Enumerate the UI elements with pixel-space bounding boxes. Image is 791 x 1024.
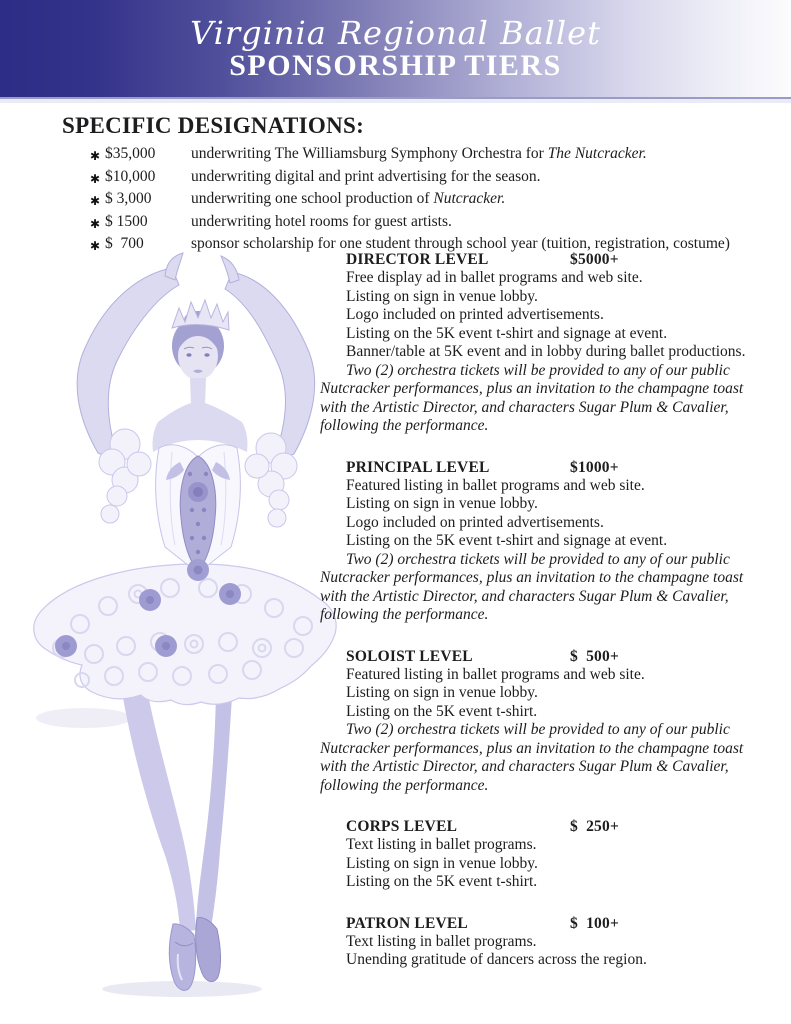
- designation-item: [90, 190, 777, 211]
- designation-description: [191, 190, 777, 211]
- tier-benefit: Listing on sign in venue lobby.: [346, 854, 538, 872]
- tier-benefit: Listing on the 5K event t-shirt and signage at event.: [346, 324, 668, 342]
- tier-benefit: Banner/table at 5K event and in lobby during ballet productions.: [346, 343, 746, 360]
- header-banner: [0, 0, 791, 99]
- tier-benefit: Listing on the 5K event t-shirt and signage at event.: [346, 532, 668, 549]
- tier-name: DIRECTOR LEVEL: [346, 251, 489, 268]
- tier-name: PATRON LEVEL: [346, 914, 468, 932]
- tier-benefit: Text listing in ballet programs.: [346, 932, 537, 950]
- tier-section-director: [320, 250, 766, 436]
- tier-amount: $ 500+: [570, 647, 619, 665]
- designation-amount: $ 1500: [105, 212, 148, 230]
- designation-item: [90, 168, 777, 189]
- tier-benefit: Featured listing in ballet programs and web site.: [346, 476, 645, 494]
- star-bullet-icon: ✱: [90, 239, 101, 253]
- tier-benefit: Text listing in ballet programs.: [346, 836, 537, 853]
- designation-text: underwriting The Williamsburg Symphony Orchestra for: [191, 145, 548, 162]
- designation-amount: $35,000: [105, 145, 156, 162]
- tier-amount: $5000+: [570, 251, 619, 268]
- designation-item: [90, 213, 777, 234]
- designation-item: [90, 145, 777, 166]
- tier-header: [346, 458, 766, 477]
- star-bullet-icon: ✱: [90, 216, 101, 231]
- tier-name: PRINCIPAL LEVEL: [346, 458, 490, 476]
- tier-benefit: Listing on sign in venue lobby.: [346, 287, 538, 305]
- designation-amount: $10,000: [105, 167, 156, 185]
- tier-section-principal: [320, 458, 766, 625]
- designation-italic: Nutcracker.: [433, 190, 506, 207]
- tier-ticket-note: Two (2) orchestra tickets will be provided to any of our public Nutcracker performances, plus an invitation to the champagne toast with the Artistic Director, and characters Sugar Plum & Cavalier, following the performance.: [320, 361, 744, 434]
- tier-benefit: Logo included on printed advertisements.: [346, 306, 604, 323]
- tier-amount: $ 100+: [570, 914, 619, 932]
- tier-benefit: Listing on sign in venue lobby.: [346, 495, 538, 512]
- tier-section-patron: [346, 914, 766, 970]
- tier-amount: $ 250+: [570, 818, 619, 835]
- designation-description: [191, 213, 777, 234]
- tiers-column: [320, 250, 766, 992]
- tier-header: [346, 817, 766, 836]
- tier-benefit: Logo included on printed advertisements.: [346, 513, 604, 531]
- tier-ticket-note: Two (2) orchestra tickets will be provided to any of our public Nutcracker performances, plus an invitation to the champagne toast with the Artistic Director, and characters Sugar Plum & Cavalier, following the performance.: [320, 721, 744, 794]
- tier-amount: $1000+: [570, 458, 619, 476]
- tier-benefit: Listing on sign in venue lobby.: [346, 684, 538, 701]
- star-bullet-icon: ✱: [90, 194, 101, 208]
- designation-amount: $ 3,000: [105, 190, 152, 207]
- star-bullet-icon: ✱: [90, 149, 101, 163]
- tier-section-soloist: [320, 647, 766, 796]
- tier-benefit: Listing on the 5K event t-shirt.: [346, 702, 538, 720]
- designation-text: sponsor scholarship for one student through school year (tuition, registration, costume): [191, 235, 730, 252]
- organization-title: Virginia Regional Ballet: [190, 14, 601, 52]
- designation-description: [191, 145, 777, 166]
- tier-header: [346, 250, 766, 269]
- tier-name: SOLOIST LEVEL: [346, 647, 473, 665]
- tier-benefit: Unending gratitude of dancers across the region.: [346, 951, 647, 968]
- designation-italic: The Nutcracker.: [547, 145, 647, 162]
- tier-benefit: Listing on the 5K event t-shirt.: [346, 873, 538, 890]
- tier-header: [346, 647, 766, 666]
- page-title: SPONSORSHIP TIERS: [229, 49, 562, 82]
- designation-description: [191, 168, 777, 189]
- ballerina-illustration: [22, 252, 352, 1002]
- designations-section: [62, 113, 777, 258]
- designation-amount: $ 700: [105, 235, 144, 252]
- tier-ticket-note: Two (2) orchestra tickets will be provided to any of our public Nutcracker performances, plus an invitation to the champagne toast with the Artistic Director, and characters Sugar Plum & Cavalier, following the performance.: [320, 550, 744, 623]
- designation-text: underwriting one school production of: [191, 190, 434, 207]
- tier-section-corps: [346, 817, 766, 892]
- tier-benefit: Featured listing in ballet programs and web site.: [346, 665, 645, 683]
- designation-text: underwriting hotel rooms for guest artists.: [191, 212, 452, 230]
- tier-benefit: Free display ad in ballet programs and web site.: [346, 269, 643, 286]
- designation-text: underwriting digital and print advertising for the season.: [191, 167, 541, 185]
- designations-heading: SPECIFIC DESIGNATIONS:: [62, 113, 365, 138]
- star-bullet-icon: ✱: [90, 171, 101, 186]
- tier-name: CORPS LEVEL: [346, 818, 458, 835]
- tier-header: [346, 914, 766, 933]
